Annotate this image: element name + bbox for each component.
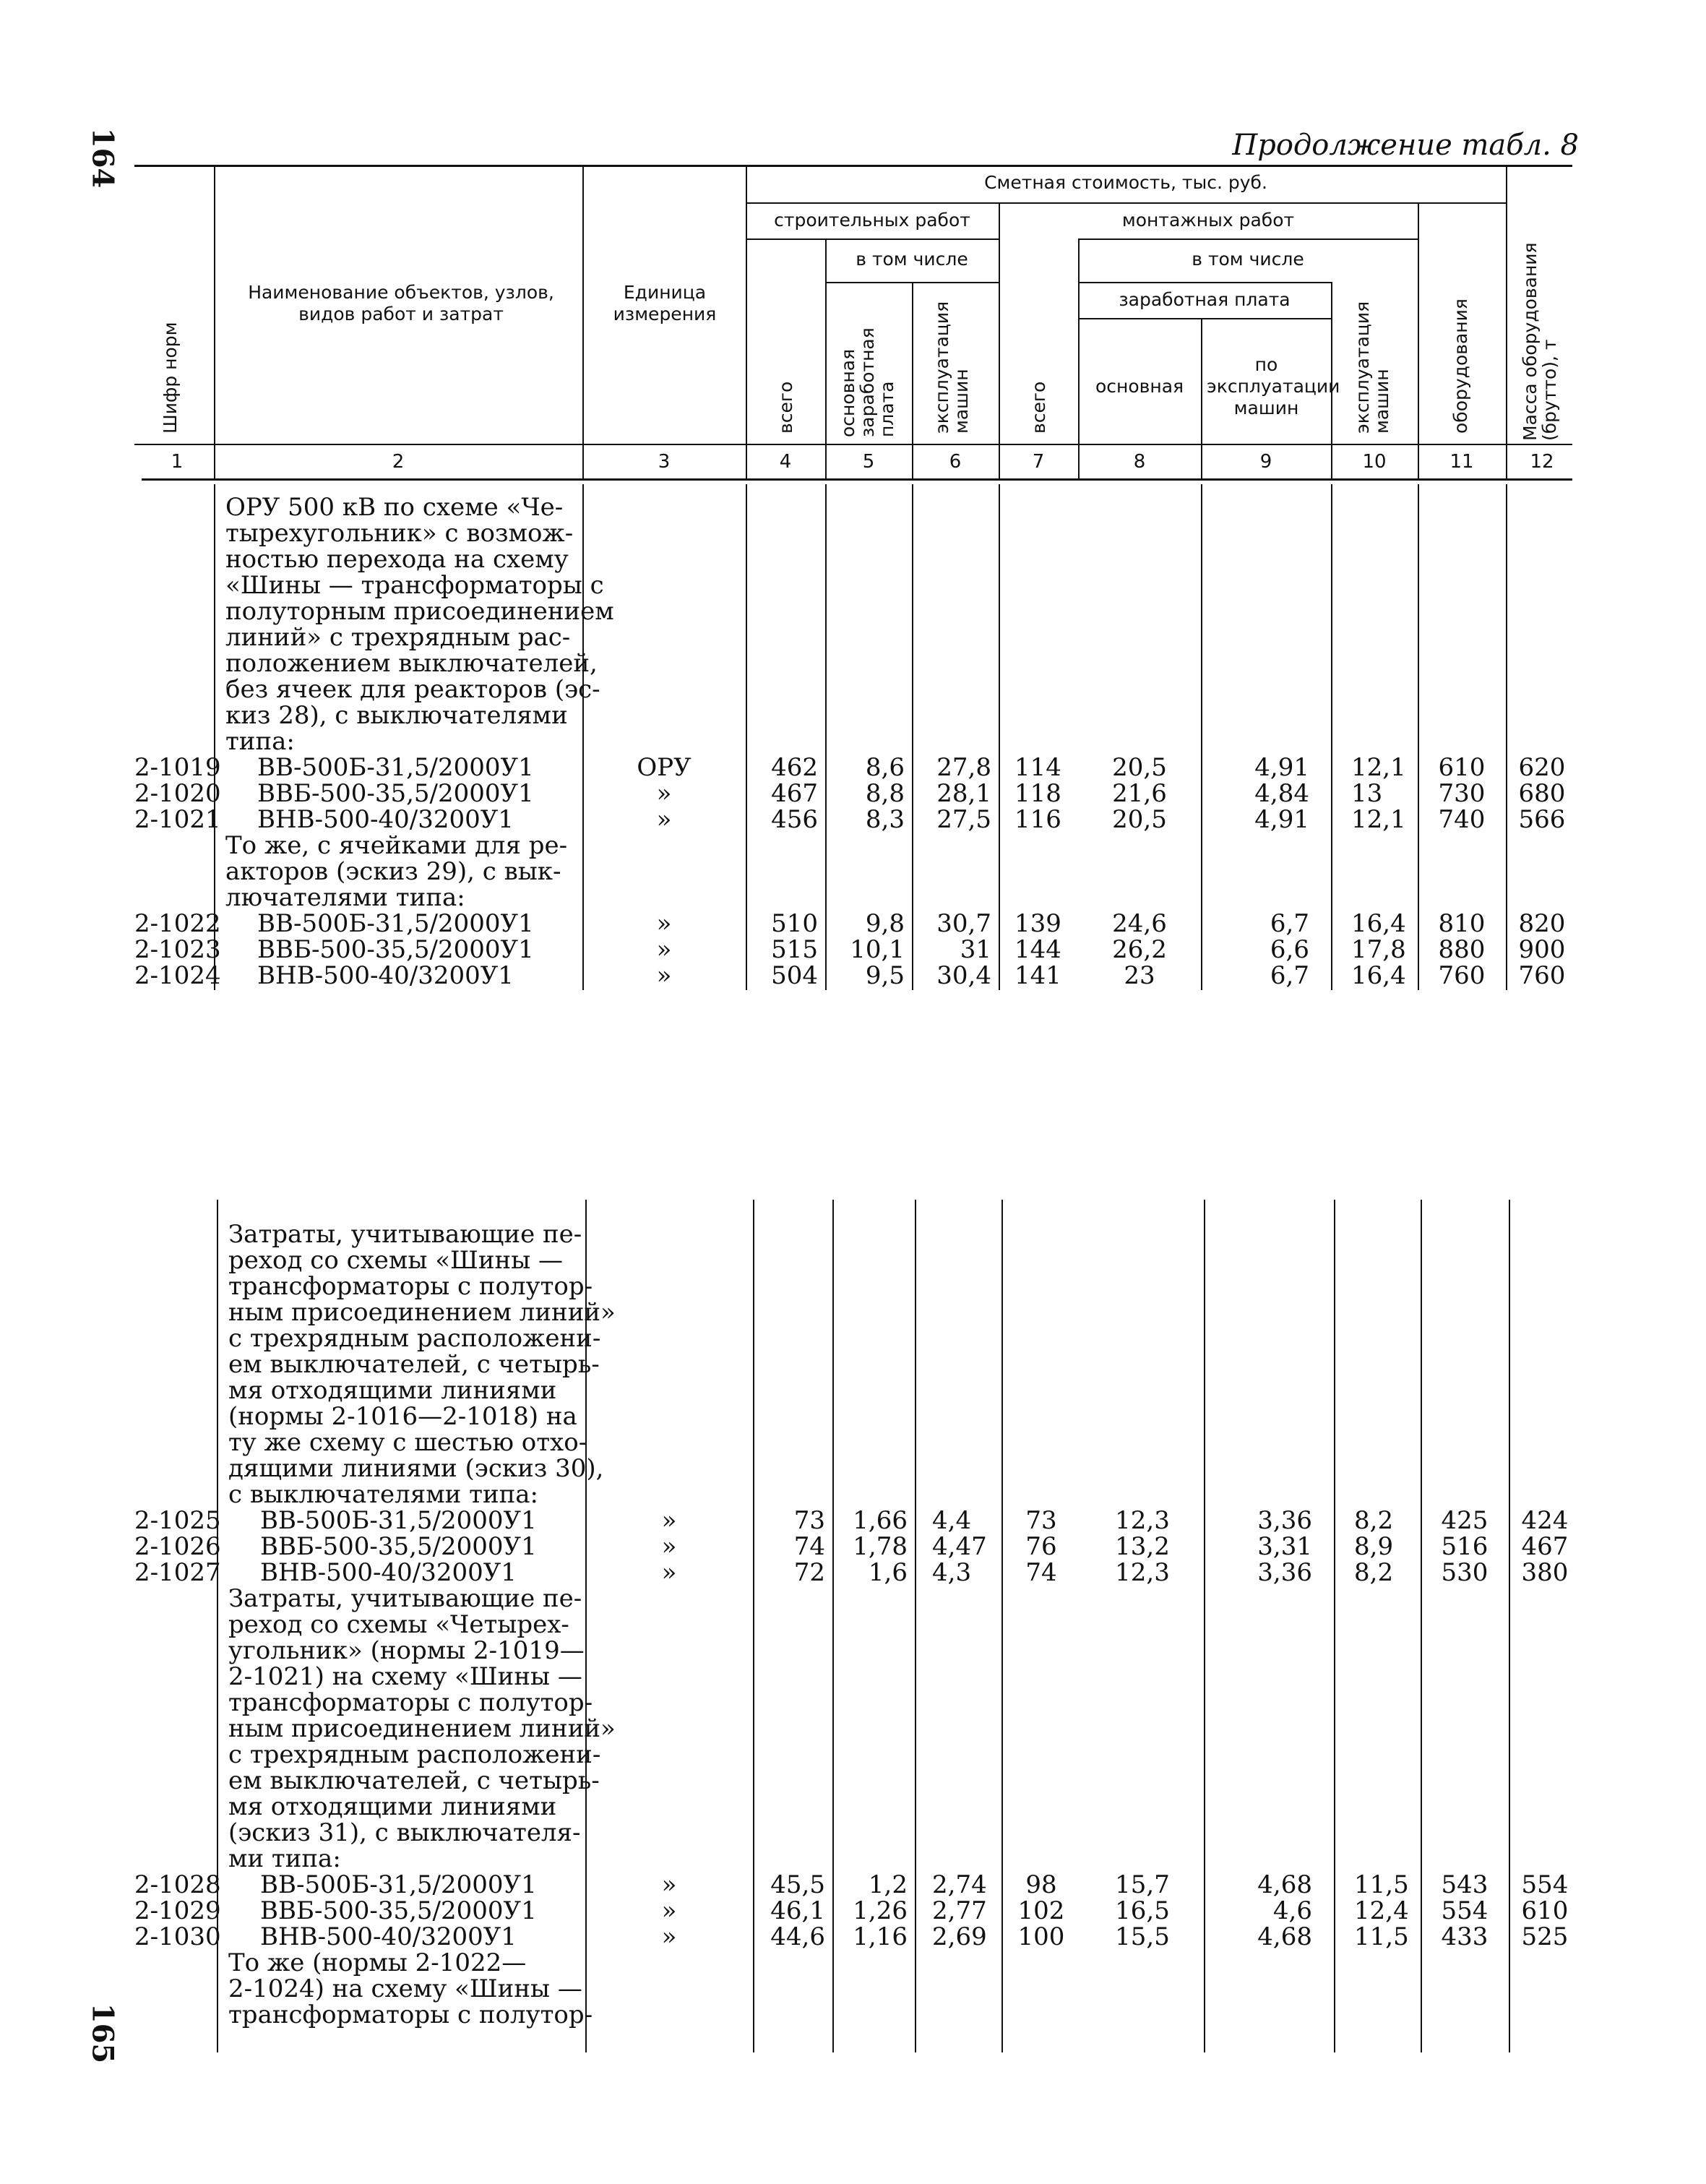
header-unit: Единица измерения (613, 282, 717, 324)
header-wages: заработная плата (1119, 289, 1291, 310)
header-machines-installation: эксплуатация машин (1352, 301, 1392, 434)
colnum-8: 8 (1133, 451, 1146, 473)
document-page: 164 165 Продолжение табл. 8 Шифр норм Наименование объектов, узлов, видов работ и затрат Единица измерения Сметная стоимость, тыс. руб. строительных работ монтажных работ в том числе в том числе заработная плата всего основная заработная плата эксплуатация машин всего основная по эксплуатации машин эксплуатация машин оборудования Масса оборудования (брутто), т 1 2 3 4 5 6 7 8 9 10 11 12 ОРУ 500 кВ по схеме «Че- тырехугольник» с возмож- ностью перехода на схему «Шины — трансформаторы с полуторным присоединением линий» с трехрядным рас- положением выключателей, без ячеек для реакторов (эс- киз 28), с выключателями типа: 2-1019 ВВ-500Б-31,5/2000У1 ОРУ 462 8,6 27,8 114 20,5 4,91 12,1 610 620 2-1020 ВВБ-500-35,5/2000У1 » 467 8,8 28,1 118 21,6 4,84 13 730 680 2-1021 ВНВ-500-40/3200У1 » 456 8,3 27,5 116 20,5 4,91 12,1 740 566 То же, с ячейками для ре- акторов (эскиз 29), с вык- лючателями типа: 2-1022 ВВ-500Б-31,5/2000У1 » 510 9,8 30,7 139 24,6 6,7 16,4 810 820 2-1023 ВВБ-500-35,5/2000У1 » 515 10,1 31 144 26,2 6,6 17,8 880 900 2-1024 ВНВ-500-40/3200У1 » 504 9,5 30,4 141 23 6,7 16,4 760 760 Затраты, учитывающие пе- реход со схемы «Шины — трансформаторы с полутор- ным присоединением линий» с трехрядным расположени- ем выключателей, с четырь- мя отходящими линиями (нормы 2-1016—2-1018) на ту же схему с шестью отхо- дящими линиями (эскиз 30), с выключателями типа: 2-1025 ВВ-500Б-31,5/2000У1 » 73 1,66 4,4 73 12,3 3,36 8,2 425 424 2-1026 ВВБ-500-35,5/2000У1 » 74 1,78 4,47 76 13,2 3,31 8,9 516 467 2-1027 ВНВ-500-40/3200У1 » 72 1,6 4,3 74 12,3 3,36 8,2 530 380 Затраты, учитывающие пе- реход со схемы «Четырех- угольник» (нормы 2-1019— 2-1021) на схему «Шины — трансформаторы с полутор- ным присоединением линий» с трехрядным расположени- ем выключателей, с четырь- мя отходящими линиями (эскиз 31), с выключателя- ми типа: 2-1028 ВВ-500Б-31,5/2000У1 » 45,5 1,2 2,74 98 15,7 4,68 11,5 543 554 2-1029 ВВБ-500-35,5/2000У1 » 46,1 1,26 2,77 102 16,5 4,6 12,4 554 610 2-1030 ВНВ-500-40/3200У1 » 44,6 1,16 2,69 100 15,5 4,68 11,5 433 525 То же (нормы 2-1022— 2-1024) на схему «Шины — трансформаторы с полутор- (85, 127, 1579, 2064)
continuation-title: Продолжение табл. 8 (1232, 129, 1579, 162)
colnum-2: 2 (392, 451, 405, 473)
section1-intro2: То же, с ячейками для ре- акторов (эскиз 29), с вык- лючателями типа: (225, 831, 568, 912)
header-mass: Масса оборудования (брутто), т (1520, 242, 1560, 441)
page-number-bottom: 165 (85, 2003, 120, 2064)
colnum-9: 9 (1259, 451, 1272, 473)
colnum-3: 3 (658, 451, 671, 473)
section2-intro2: Затраты, учитывающие пе- реход со схемы «Четырех- угольник» (нормы 2-1019— 2-1021) на схему «Шины — трансформаторы с полутор- ным присоединением линий» с трехрядным расположени- ем выключателей, с четырь- мя отходящими линиями (эскиз 31), с выключателя- ми типа: (228, 1584, 616, 1873)
section1-intro: ОРУ 500 кВ по схеме «Че- тырехугольник» с возмож- ностью перехода на схему «Шины — трансформаторы с полуторным присоединением линий» с трехрядным рас- положением выключателей, без ячеек для реакторов (эс- киз 28), с выключателями типа: (225, 493, 614, 756)
header-incl-construction: в том числе (856, 249, 968, 270)
section2-intro: Затраты, учитывающие пе- реход со схемы «Шины — трансформаторы с полутор- ным присоединением линий» с трехрядным расположени- ем выключателей, с четырь- мя отходящими линиями (нормы 2-1016—2-1018) на ту же схему с шестью отхо- дящими линиями (эскиз 30), с выключателями типа: (228, 1220, 616, 1509)
header-basic-wage: основная заработная плата (837, 327, 897, 437)
colnum-6: 6 (949, 451, 962, 473)
header-equipment: оборудования (1450, 298, 1471, 434)
colnum-10: 10 (1362, 451, 1387, 473)
colnum-4: 4 (779, 451, 792, 473)
header-total-construction: всего (775, 381, 796, 434)
page-number-top: 164 (85, 127, 120, 189)
header-incl-installation: в том числе (1192, 249, 1304, 270)
header-construction: строительных работ (774, 210, 970, 231)
header-basic: основная (1095, 376, 1184, 397)
header-code: Шифр норм (160, 322, 181, 434)
section2-intro3: То же (нормы 2-1022— 2-1024) на схему «Шины — трансформаторы с полутор- (228, 1948, 593, 2029)
header-machines-construction: эксплуатация машин (931, 301, 972, 434)
header-installation: монтажных работ (1121, 210, 1295, 231)
header-total-installation: всего (1028, 381, 1049, 434)
colnum-1: 1 (171, 451, 184, 473)
colnum-7: 7 (1032, 451, 1045, 473)
header-machines-wage: по эксплуатации машин (1207, 354, 1340, 418)
header-estimate: Сметная стоимость, тыс. руб. (984, 172, 1267, 193)
colnum-5: 5 (862, 451, 875, 473)
header-name: Наименование объектов, узлов, видов работ и затрат (248, 282, 554, 324)
colnum-12: 12 (1530, 451, 1554, 473)
colnum-11: 11 (1449, 451, 1474, 473)
